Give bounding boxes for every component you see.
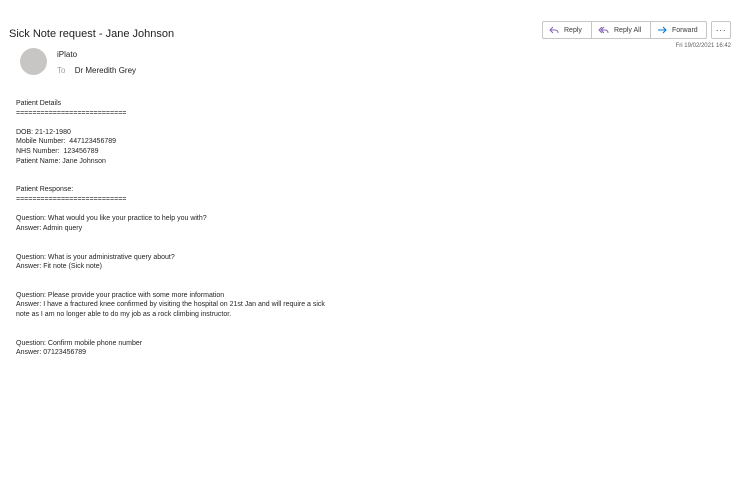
body-line: Question: What would you like your practice to help you with? [16,215,207,223]
body-line: Question: Confirm mobile phone number [16,339,143,347]
body-line: Patient Details [16,100,62,107]
recipient-line [57,66,136,75]
reply-button[interactable] [542,21,591,39]
reply-label: Reply [564,26,582,34]
reply-all-icon [598,26,609,34]
body-line: note as I am no longer able to do my job as a rock climbing instructor. [16,311,232,319]
body-line: Answer: Fit note (Sick note) [16,263,102,271]
more-icon: ··· [715,25,727,35]
more-actions-button[interactable] [711,21,731,39]
reply-all-button[interactable] [591,21,650,39]
body-line: Patient Name: Jane Johnson [16,157,106,165]
reply-icon [549,26,559,34]
body-line: =========================== [16,195,127,203]
to-label: To [57,66,66,75]
reply-all-label: Reply All [614,26,642,34]
sender-name[interactable]: iPlato [57,50,78,59]
body-line: Answer: I have a fractured knee confirmed by visiting the hospital on 21st Jan and will require a sick [16,301,325,309]
avatar [20,48,47,75]
body-line: Patient Response: [16,186,74,194]
email-body [16,99,325,358]
sent-date: Fri 19/02/2021 16:42 [675,43,731,49]
forward-button[interactable] [650,21,707,39]
body-line: DOB: 21-12-1980 [16,128,71,136]
forward-icon [657,26,667,34]
body-line: Answer: Admin query [16,224,83,232]
email-subject: Sick Note request - Jane Johnson [9,28,175,40]
body-line: Question: Please provide your practice with some more information [16,291,225,299]
forward-label: Forward [672,26,698,34]
body-line: =========================== [16,109,127,117]
body-line: Mobile Number: 447123456789 [16,138,117,146]
recipient-name[interactable]: Dr Meredith Grey [74,66,137,75]
body-line: NHS Number: 123456789 [16,147,99,155]
message-actions [542,21,707,39]
body-line: Question: What is your administrative query about? [16,253,175,261]
body-line: Answer: 07123456789 [16,349,87,357]
